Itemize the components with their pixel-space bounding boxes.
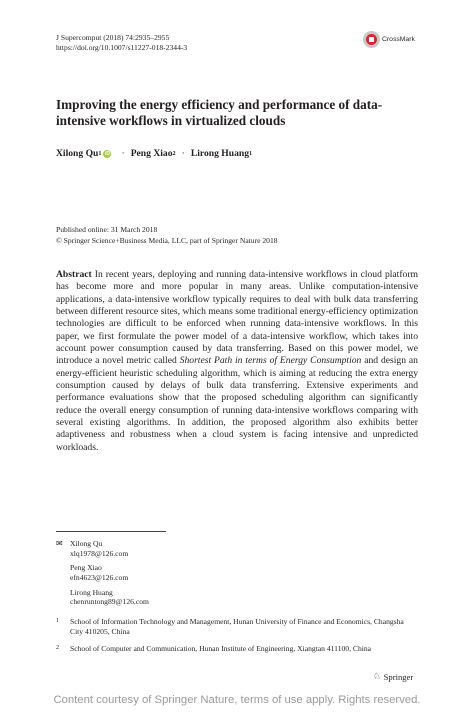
envelope-icon: ✉ [56,539,63,548]
abstract-emphasis: Shortest Path in terms of Energy Consumption [179,355,362,367]
publisher-name: Springer [383,672,414,682]
contact-email[interactable]: efn4623@126.com [70,572,129,582]
doi-link[interactable]: https://doi.org/10.1007/s11227-018-2344-3 [56,42,188,52]
contact-name: Xilong Qu [70,539,103,548]
springer-logo [373,672,413,682]
contact-email[interactable]: xlq1978@126.com [70,548,129,558]
contact-name: Lirong Huang [70,587,113,597]
contact-list [56,539,149,612]
author-name[interactable]: Lirong Huang [190,148,250,159]
footer-notice: Content courtesy of Springer Nature, terms of use apply. Rights reserved. [53,694,421,706]
crossmark-label: CrossMark [382,36,415,43]
crossmark-icon [363,31,380,48]
abstract [56,269,418,454]
journal-citation: J Supercomput (2018) 74:2935–2955 [56,33,170,42]
published-date: Published online: 31 March 2018 [56,225,158,234]
affiliation [56,644,418,654]
contact-entry [56,539,149,558]
affiliation-number: 1 [56,618,59,624]
author-list: Xilong Qu 1 iD · Peng Xiao 2 · Lirong Huang 1 [56,148,253,159]
contact-entry [56,588,149,607]
affiliation-text: School of Information Technology and Management, Hunan University of Finance and Economics, Changsha City 410205, China [70,617,404,636]
author-name[interactable]: Xilong Qu [56,148,99,159]
orcid-icon[interactable]: iD [104,150,110,157]
abstract-text: In recent years, deploying and running data-intensive workflows in cloud platform has become more and more popular in many areas. Unlike computation-intensive applications, a data-intensive workflow typically requires to deal with bulk data transferring between different resource sites, which means some traditional energy-efficiency optimization technologies are difficult to be enforced when running data-intensive workflows. In this paper, we first formulate the power model of a data-intensive workflow, which takes into account power consumption caused by data transferring. Based on this power model, we introduce a novel metric called [56,269,418,367]
contact-entry [56,563,149,582]
contact-email[interactable]: chenruntong89@126.com [70,597,149,607]
author-separator: · [181,148,185,159]
author-name[interactable]: Peng Xiao [130,148,173,159]
crossmark-badge[interactable] [363,31,415,48]
author-separator: · [121,148,125,159]
springer-horse-icon: ♘ [373,672,381,682]
journal-header [56,33,187,52]
paper-title: Improving the energy efficiency and performance of data-intensive workflows in virtualized clouds [56,97,383,129]
copyright-notice: © Springer Science+Business Media, LLC, part of Springer Nature 2018 [56,235,278,245]
contact-name: Peng Xiao [70,563,102,573]
affiliation [56,617,418,637]
abstract-text: and design an energy-efficient heuristic scheduling algorithm, which is aiming at reducing the extra energy consumption caused by delays of bulk data transferring. Extensive experiments and performance evaluations show that the proposed scheduling algorithm can significantly reduce the overall energy consumption of running data-intensive workflows comparing with several existing algorithms. In addition, the proposed algorithm also exhibits better adaptiveness and robustness when a cloud system is facing intensive and unpredicted workloads. [56,355,418,453]
affiliation-text: School of Computer and Communication, Hunan Institute of Engineering, Xiangtan 411100, China [70,644,372,653]
footnote-divider [56,531,166,532]
abstract-label: Abstract [56,269,92,280]
publication-info [56,225,278,246]
affiliation-number: 2 [56,645,59,651]
